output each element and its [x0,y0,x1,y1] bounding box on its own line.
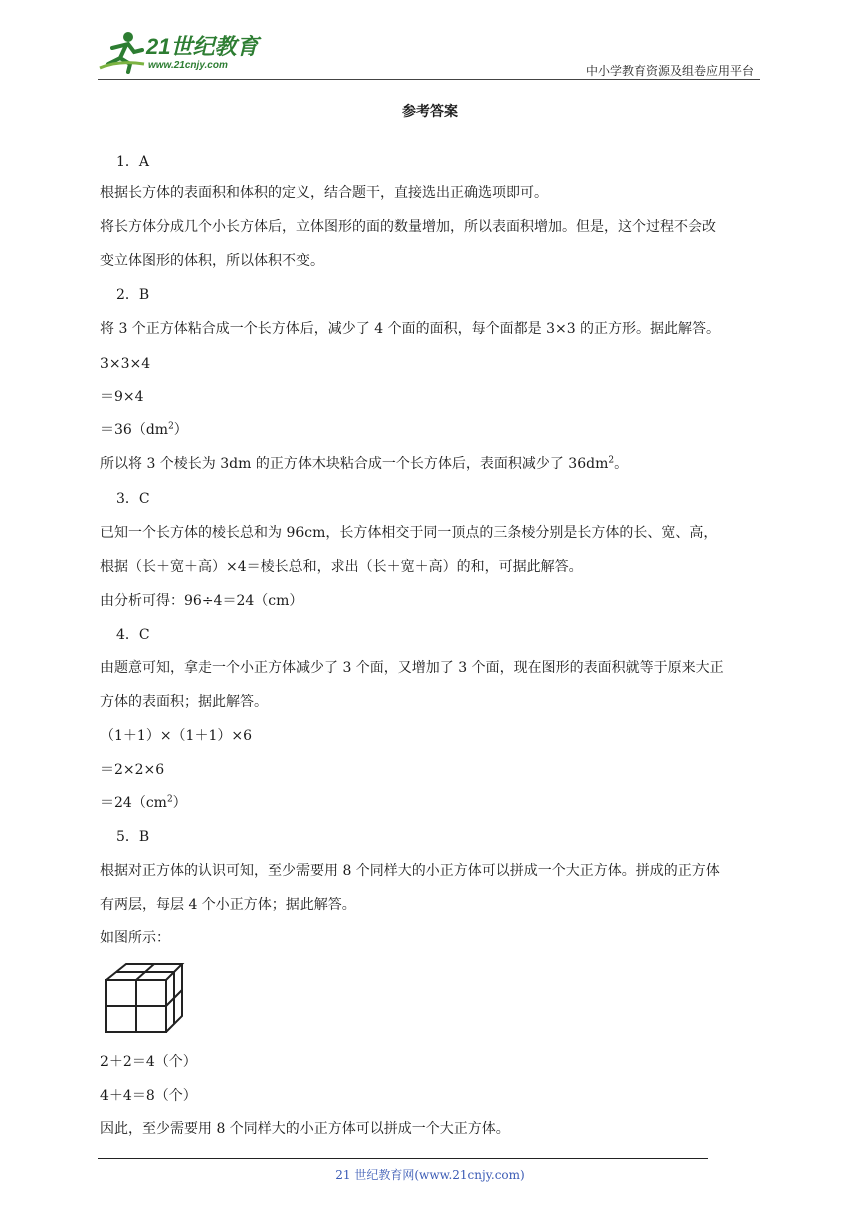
formula-text: ） [173,422,188,438]
answer-5-text: 有两层，每层 4 个小正方体；据此解答。 [100,897,356,913]
answer-3-text: 根据（长＋宽＋高）×4＝棱长总和，求出（长＋宽＋高）的和，可据此解答。 [100,559,583,575]
answer-2-formula: ＝9×4 [100,389,144,405]
formula-text: ＝24（cm [100,795,167,811]
logo-text: 21世纪教育 [146,34,259,59]
answer-1-text: 根据长方体的表面积和体积的定义，结合题干，直接选出正确选项即可。 [100,185,548,201]
formula-text: ） [172,795,187,811]
answer-2-label: 2．B [116,287,150,303]
answer-1-text: 变立体图形的体积，所以体积不变。 [100,253,324,269]
answer-3-label: 3．C [116,491,150,507]
answer-3-text: 已知一个长方体的棱长总和为 96cm，长方体相交于同一顶点的三条棱分别是长方体的长、宽、高， [100,525,718,541]
answer-2-text: 将 3 个正方体粘合成一个长方体后，减少了 4 个面的面积，每个面都是 3×3 的正方形。据此解答。 [100,321,721,337]
cube-figure [102,960,186,1040]
answer-4-label: 4．C [116,627,150,643]
formula-text: ＝36（dm [100,422,169,438]
answer-5-formula: 2＋2＝4（个） [100,1054,197,1070]
superscript: 2 [608,455,615,466]
answer-1-label: 1．A [116,154,150,170]
answer-2-formula [100,420,188,440]
footer-divider [98,1158,708,1159]
answer-4-formula: （1＋1）×（1＋1）×6 [100,728,252,744]
page-title: 参考答案 [402,104,458,120]
answer-5-text: 根据对正方体的认识可知，至少需要用 8 个同样大的小正方体可以拼成一个大正方体。拼成的正方体 [100,863,720,879]
answer-5-text: 如图所示： [100,930,170,946]
superscript: 2 [166,794,173,805]
answer-2-formula: 3×3×4 [100,356,151,372]
answer-4-text: 方体的表面积；据此解答。 [100,694,268,710]
conclusion-text: 所以将 3 个棱长为 3dm 的正方体木块粘合成一个长方体后，表面积减少了 36dm [100,456,609,472]
conclusion-text: 。 [614,456,629,472]
answer-5-conclusion: 因此，至少需要用 8 个同样大的小正方体可以拼成一个大正方体。 [100,1121,510,1137]
answer-2-conclusion [100,454,628,474]
superscript: 2 [168,421,174,432]
runner-icon [98,30,146,74]
answer-1-text: 将长方体分成几个小长方体后，立体图形的面的数量增加，所以表面积增加。但是，这个过程不会改 [100,219,716,235]
site-logo[interactable] [98,30,268,78]
header-divider [98,79,760,80]
footer-link[interactable]: 21 世纪教育网(www.21cnjy.com) [335,1168,525,1182]
logo-url: www.21cnjy.com [148,60,228,71]
header-platform-name: 中小学教育资源及组卷应用平台 [585,64,754,78]
answer-5-formula: 4＋4＝8（个） [100,1088,197,1104]
answer-4-text: 由题意可知，拿走一个小正方体减少了 3 个面，又增加了 3 个面，现在图形的表面积就等于原来大正 [100,660,724,676]
answer-4-formula: ＝2×2×6 [100,762,165,778]
cube-2x2-diagram [102,960,186,1036]
answer-5-label: 5．B [116,829,150,845]
answer-4-formula [100,793,187,813]
answer-3-formula: 由分析可得：96÷4＝24（cm） [100,593,304,609]
page-header [98,30,760,80]
